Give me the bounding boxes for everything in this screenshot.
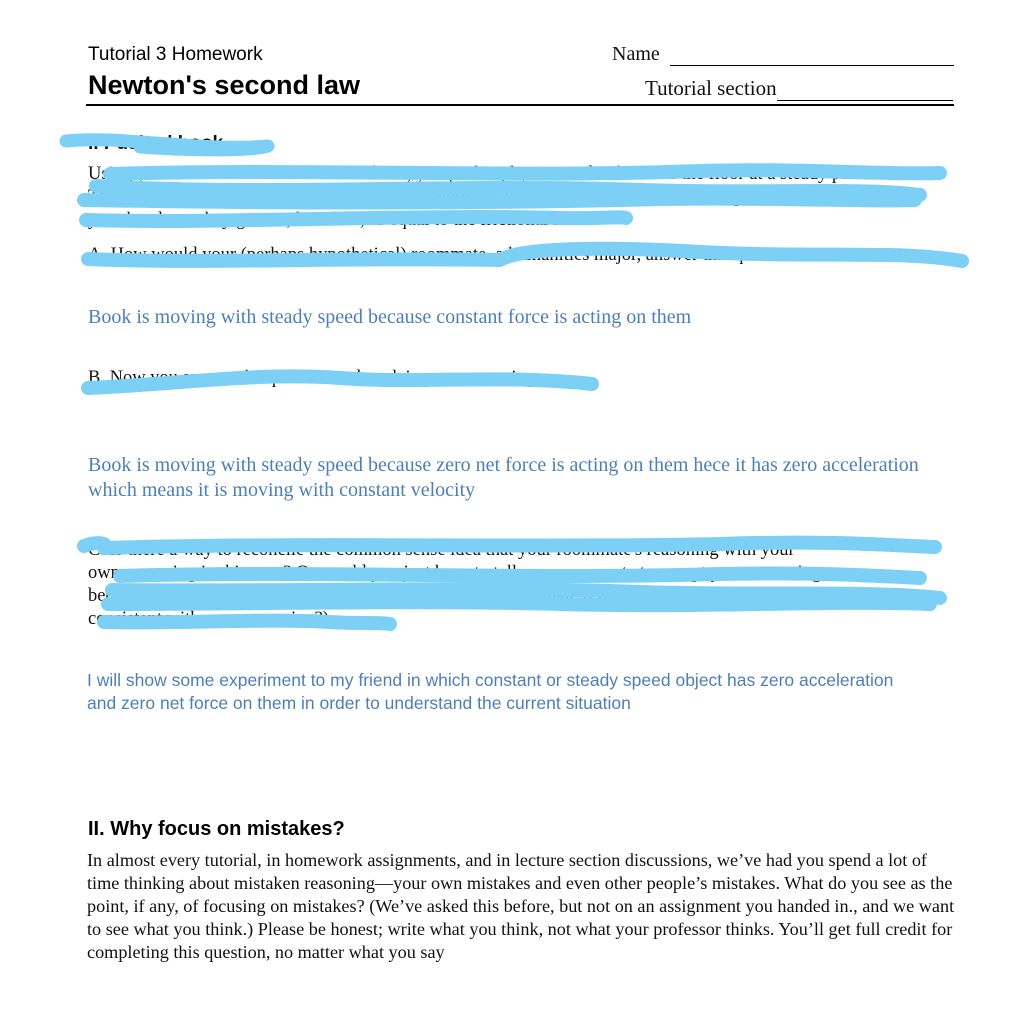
header-divider [86,104,954,106]
question-c-line-3: because experiments support it? (Hint: How could your roommate refine his intuition to be [88,586,761,606]
answer-c: I will show some experiment to my friend in which constant or steady speed object has zero acceleration and zero net force on them in order to understand the current situation [87,670,894,713]
intro-line-2: The frictional force exerted by the floor on the book is opposite to the direction of the "push" force exerted by [88,187,902,207]
intro-line-1: Using your hand to exert a horizontal force, you push a physics textbook across the floor at a steady pace. [88,164,871,184]
tutorial-section-field[interactable] [645,76,953,101]
section-2-title: II. Why focus on mistakes? [88,818,345,840]
page-title: Newton's second law [88,70,360,100]
tutorial-section-blank-line [777,80,953,101]
question-b: B. Now you answer the question and explain your reasoning. [88,368,540,388]
section-2-body: In almost every tutorial, in homework assignments, and in lecture section discussions, we’ve had you spend a lot of time thinking about mistaken reasoning—your own mistakes and even other people’s mistakes. What do you see as the point, if any, of focusing on mistakes? (We’ve asked this before, but not on an assignment you handed in., and we want to see what you think.) Please be honest; write what you think, not what your professor thinks. You’ll get full credit for completing this question, no matter what you say [87,850,955,962]
question-a: A. How would your (perhaps hypothetical) roommate, a humanities major, answer this question? [88,245,805,265]
course-label: Tutorial 3 Homework [88,44,263,65]
name-blank-line [670,45,954,66]
tutorial-section-label: Tutorial section [645,76,777,100]
answer-a: Book is moving with steady speed because constant force is acting on them [88,306,692,328]
question-c-line-1: C. Is there a way to reconcile the common sense idea that your roommate's reasoning with your [88,540,795,560]
intro-line-3: your hand; are they greater, less than, or equal to the frictional force? [88,210,599,230]
name-label: Name [612,43,660,65]
question-c-line-2: own reasoning in this case? Or would you just have to tell your roommate to accept your reasoning [88,563,822,583]
question-c-line-4: consistent with your reasoning?) [88,609,329,629]
section-1-heading: I. Pushed book [88,133,224,154]
name-field[interactable] [612,43,954,66]
answer-b: Book is moving with steady speed because zero net force is acting on them hece it has zero acceleration which means it is moving with constant velocity [88,454,919,501]
